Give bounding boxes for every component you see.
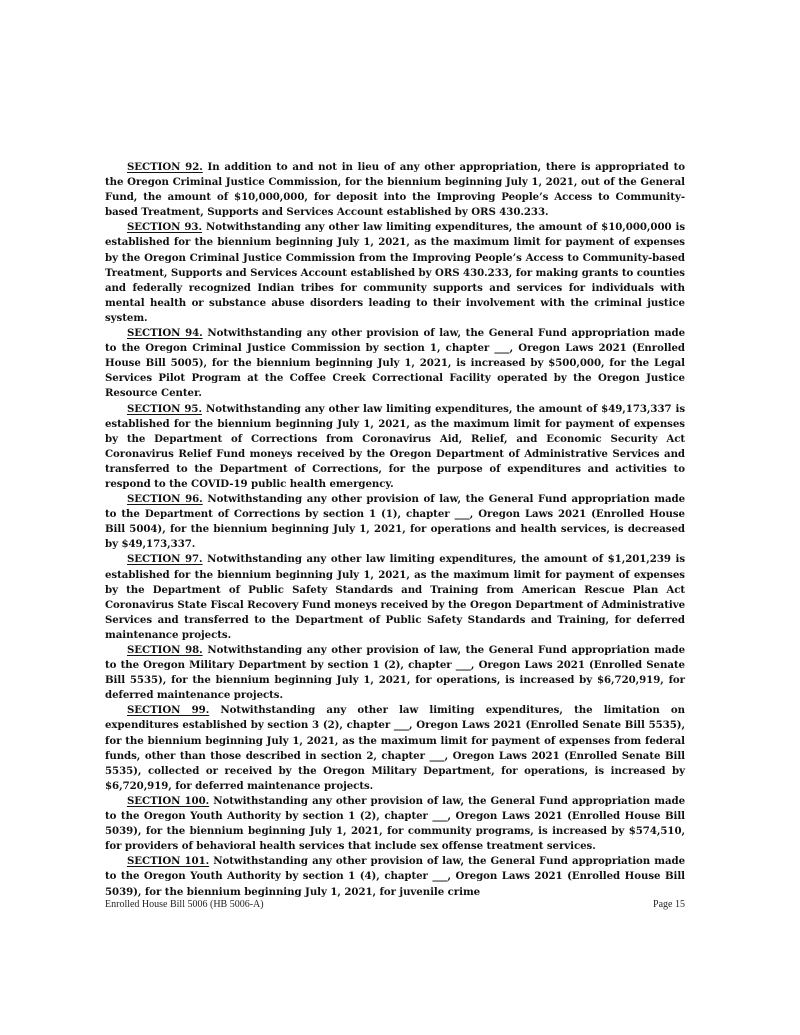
section-text: Notwithstanding any other provision of law, the General Fund appropriation made to the Department of Corrections by section 1 (1), chapter ___, Oregon Laws 2021 (Enrolled House Bill 5004), for the biennium beginning July 1, 2021, for operations and health services, is decreased by $49,173,337.: [105, 493, 686, 551]
document-body: [105, 160, 685, 900]
section-92: [105, 160, 685, 220]
section-label: SECTION 100.: [127, 794, 210, 807]
section-label: SECTION 92.: [127, 161, 203, 173]
section-95: [105, 402, 685, 493]
section-text: Notwithstanding any other provision of law, the General Fund appropriation made to the Oregon Military Department by section 1 (2), chapter ___, Oregon Laws 2021 (Enrolled Senate Bill 5535), for the biennium beginning July 1, 2021, for operations, is increased by $6,720,919, for deferred maintenance projects.: [105, 644, 686, 702]
section-label: SECTION 96.: [127, 493, 203, 506]
section-96: [105, 492, 685, 552]
section-label: SECTION 94.: [127, 327, 203, 340]
section-100: [105, 794, 685, 854]
section-label: SECTION 99.: [127, 704, 210, 717]
bill-identifier: Enrolled House Bill 5006 (HB 5006-A): [105, 899, 264, 910]
section-text: Notwithstanding any other provision of law, the General Fund appropriation made to the Oregon Youth Authority by section 1 (4), chapter ___, Oregon Laws 2021 (Enrolled House Bill 5039), for the biennium beginning July 1, 2021, for juvenile crime: [105, 855, 686, 898]
section-94: [105, 326, 685, 401]
section-101: [105, 854, 685, 899]
section-text: Notwithstanding any other law limiting expenditures, the amount of $10,000,000 is established for the biennium beginning July 1, 2021, as the maximum limit for payment of expenses by the Oregon Criminal Justice Commission from the Improving People’s Access to Community-based Treatment, Supports and Services Account established by ORS 430.233, for making grants to counties and federally recognized Indian tribes for community supports and services for individuals with mental health or substance abuse disorders leading to their involvement with the criminal justice system.: [105, 221, 686, 324]
section-label: SECTION 97.: [127, 553, 203, 566]
section-text: Notwithstanding any other law limiting expenditures, the amount of $1,201,239 is established for the biennium beginning July 1, 2021, as the maximum limit for payment of expenses by the Department of Public Safety Standards and Training from American Rescue Plan Act Coronavirus State Fiscal Recovery Fund moneys received by the Oregon Department of Administrative Services and transferred to the Department of Public Safety Standards and Training, for deferred maintenance projects.: [105, 553, 685, 641]
section-98: [105, 643, 685, 703]
section-97: [105, 552, 685, 643]
section-text: Notwithstanding any other provision of law, the General Fund appropriation made to the Oregon Criminal Justice Commission by section 1, chapter ___, Oregon Laws 2021 (Enrolled House Bill 5005), for the biennium beginning July 1, 2021, is increased by $500,000, for the Legal Services Pilot Program at the Coffee Creek Correctional Facility operated by the Oregon Justice Resource Center.: [105, 327, 686, 400]
section-label: SECTION 101.: [127, 855, 210, 868]
section-label: SECTION 98.: [127, 644, 203, 656]
section-label: SECTION 95.: [127, 402, 202, 415]
page-number: Page 15: [653, 899, 685, 910]
section-text: Notwithstanding any other law limiting expenditures, the amount of $49,173,337 is established for the biennium beginning July 1, 2021, as the maximum limit for payment of expenses by the Department of Corrections from Coronavirus Aid, Relief, and Economic Security Act Coronavirus Relief Fund moneys received by the Oregon Department of Administrative Services and transferred to the Department of Corrections, for the purpose of expenditures and activities to respond to the COVID-19 public health emergency.: [105, 402, 686, 490]
section-99: [105, 703, 685, 794]
section-text: Notwithstanding any other law limiting expenditures, the limitation on expenditures established by section 3 (2), chapter ___, Oregon Laws 2021 (Enrolled Senate Bill 5535), for the biennium beginning July 1, 2021, as the maximum limit for payment of expenses from federal funds, other than those described in section 2, chapter ___, Oregon Laws 2021 (Enrolled Senate Bill 5535), collected or received by the Oregon Military Department, for operations, is increased by $6,720,919, for deferred maintenance projects.: [105, 704, 686, 792]
section-text: Notwithstanding any other provision of law, the General Fund appropriation made to the Oregon Youth Authority by section 1 (2), chapter ___, Oregon Laws 2021 (Enrolled House Bill 5039), for the biennium beginning July 1, 2021, for community programs, is increased by $574,510, for providers of behavioral health services that include sex offense treatment services.: [105, 794, 686, 853]
section-93: [105, 220, 685, 326]
section-label: SECTION 93.: [127, 221, 202, 234]
section-text: In addition to and not in lieu of any other appropriation, there is appropriated to the Oregon Criminal Justice Commission, for the biennium beginning July 1, 2021, out of the General Fund, the amount of $10,000,000, for deposit into the Improving People’s Access to Community-based Treatment, Supports and Services Account established by ORS 430.233.: [105, 161, 686, 219]
